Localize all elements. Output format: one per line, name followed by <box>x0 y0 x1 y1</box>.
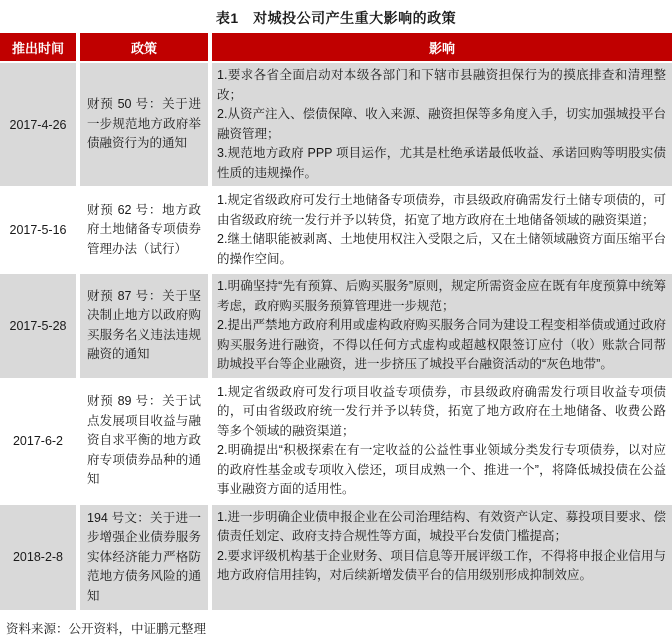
impact-item: 2.要求评级机构基于企业财务、项目信息等开展评级工作，不得将申报企业信用与地方政府信用挂钩，对后续新增发债平台的信用级别形成抑制效应。 <box>217 548 666 582</box>
date-cell: 2017-5-28 <box>0 274 76 378</box>
impact-item: 3.规范地方政府 PPP 项目运作，尤其是杜绝承诺最低收益、承诺回购等明股实债性质的违规操作。 <box>217 146 666 180</box>
impact-item: 2.提出严禁地方政府利用或虚构政府购买服务合同为建设工程变相举债或通过政府购买服务进行融资，不得以任何方式虚构或超越权限签订应付（收）账款合同帮助城投平台等企业融资，进一步挤压了城投平台融资活动的“灰色地带”。 <box>217 318 666 371</box>
header-cell-date: 推出时间 <box>0 33 76 61</box>
date-cell: 2017-6-2 <box>0 380 76 503</box>
date-cell: 2018-2-8 <box>0 505 76 611</box>
impact-item: 1.规定省级政府可发行项目收益专项债券，市县级政府确需发行项目收益专项债的，可由省级政府统一发行并予以转贷，拓宽了地方政府在土地储备、收费公路等多个领域的融资渠道； <box>217 384 666 438</box>
table-title: 表1 对城投公司产生重大影响的政策 <box>215 10 457 26</box>
date-cell: 2017-4-26 <box>0 63 76 186</box>
policy-cell: 财预 50 号：关于进一步规范地方政府举债融资行为的通知 <box>80 63 208 186</box>
impact-item: 2.明确提出“积极探索在有一定收益的公益性事业领域分类发行专项债券，以对应的政府性基金或专项收入偿还，项目成熟一个、推进一个”，将降低城投债在公益事业融资方面的适用性。 <box>217 443 666 496</box>
policy-cell: 财预 89 号：关于试点发展项目收益与融资自求平衡的地方政府专项债券品种的通知 <box>80 380 208 503</box>
impact-cell <box>212 380 672 503</box>
policy-table <box>0 33 672 610</box>
impact-cell <box>212 274 672 378</box>
impact-cell <box>212 505 672 611</box>
impact-item: 1.规定省级政府可发行土地储备专项债券，市县级政府确需发行土储专项债的，可由省级政府统一发行并予以转贷，拓宽了地方政府在土地储备领域的融资渠道； <box>217 193 666 227</box>
impact-item: 2.从资产注入、偿债保障、收入来源、融资担保等多角度入手，切实加强城投平台融资管理； <box>217 107 666 141</box>
impact-item: 1.要求各省全面启动对本级各部门和下辖市县融资担保行为的摸底排查和清理整改； <box>217 68 666 102</box>
source-note: 资料来源：公开资料，中证鹏元整理 <box>6 622 207 636</box>
impact-item: 1.明确坚持“先有预算、后购买服务”原则，规定所需资金应在既有年度预算中统筹考虑，政府购买服务预算管理进一步规范； <box>217 279 666 313</box>
impact-cell <box>212 188 672 272</box>
impact-item: 1.进一步明确企业债申报企业在公司治理结构、有效资产认定、募投项目要求、偿债责任划定、政府支持合规性等方面，城投平台发债门槛提高； <box>217 509 666 543</box>
policy-cell: 194 号文：关于进一步增强企业债券服务实体经济能力严格防范地方债务风险的通知 <box>80 505 208 611</box>
impact-item: 2.继土储职能被剥离、土地使用权注入受限之后，又在土储领域融资方面压缩平台的操作空间。 <box>217 232 666 266</box>
impact-cell <box>212 63 672 186</box>
header-cell-impact: 影响 <box>212 33 672 61</box>
policy-cell: 财预 62 号：地方政府土地储备专项债券管理办法（试行） <box>80 188 208 272</box>
policy-cell: 财预 87 号：关于坚决制止地方以政府购买服务名义违法违规融资的通知 <box>80 274 208 378</box>
date-cell: 2017-5-16 <box>0 188 76 272</box>
header-cell-policy: 政策 <box>80 33 208 61</box>
